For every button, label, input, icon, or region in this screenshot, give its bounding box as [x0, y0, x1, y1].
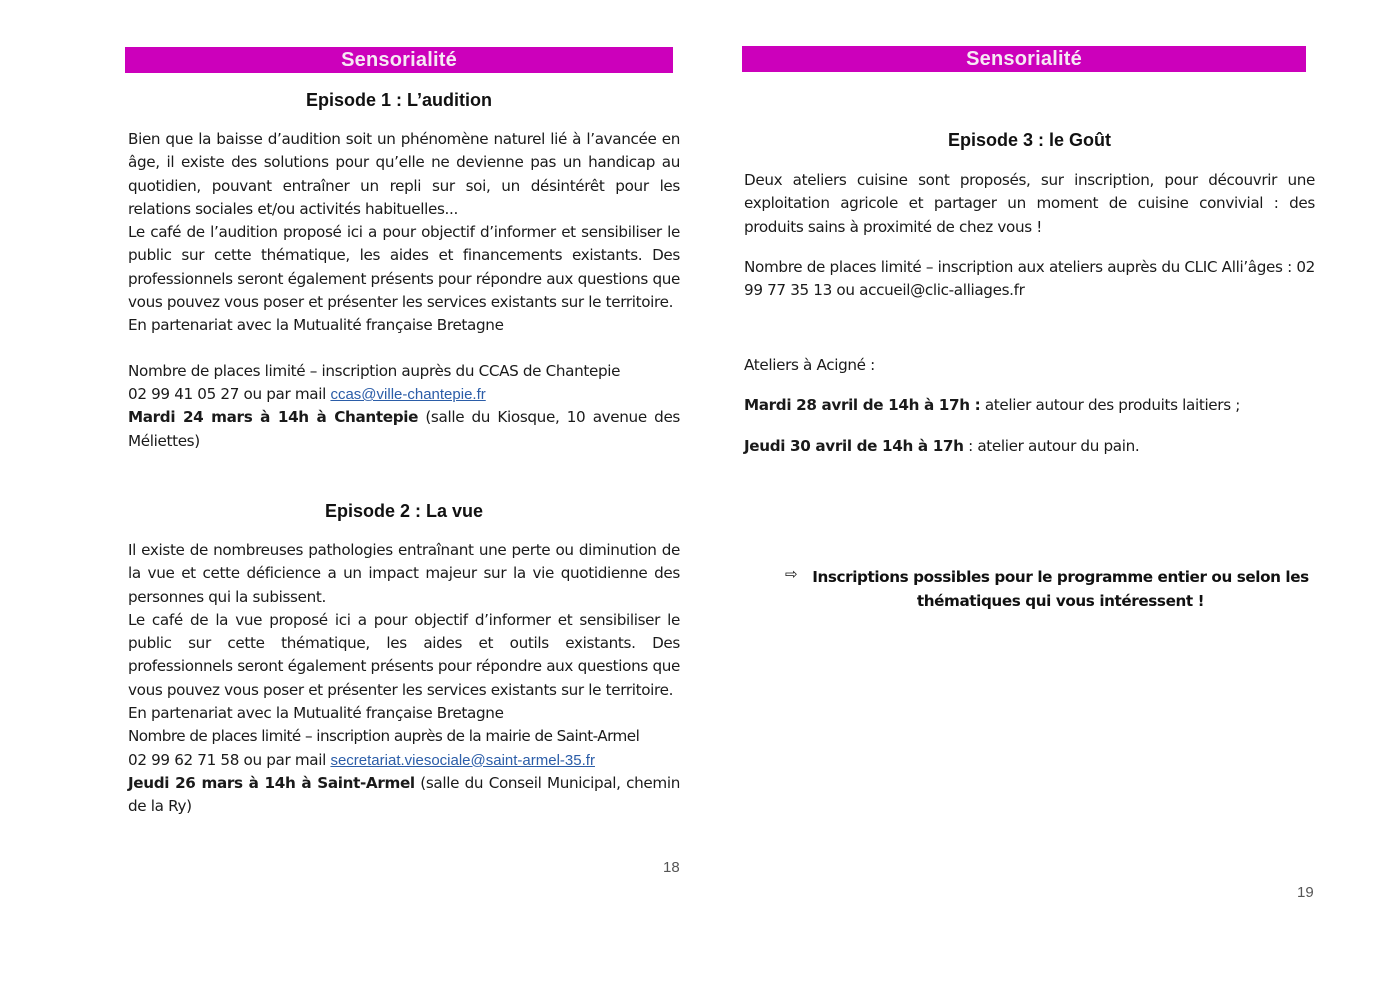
workshop-item	[744, 435, 1315, 458]
section-banner-left: Sensorialité	[125, 47, 673, 73]
episode-2-contact	[128, 749, 680, 772]
right-arrow-icon: ⇨	[785, 566, 798, 583]
workshop-item	[744, 394, 1315, 417]
episode-3-body	[744, 169, 1315, 302]
episode-3-intro: Deux ateliers cuisine sont proposés, sur inscription, pour découvrir une exploitation agricole et partager un moment de cuisine convivial : des produits sains à proximité de chez vous !	[744, 171, 1315, 236]
registration-callout: Inscriptions possibles pour le programme entier ou selon les thématiques qui vous intéressent !	[812, 568, 1309, 610]
episode-2-registration: Nombre de places limité – inscription auprès de la mairie de Saint-Armel	[128, 727, 640, 746]
page-number-right: 19	[1297, 884, 1314, 901]
episode-1-phone: 02 99 41 05 27 ou par mail	[128, 384, 331, 403]
episode-2-body	[128, 539, 680, 819]
episode-2-email-link[interactable]: secretariat.viesociale@saint-armel-35.fr	[330, 751, 595, 769]
episode-1-intro: Bien que la baisse d’audition soit un phénomène naturel lié à l’avancée en âge, il existe des solutions pour qu’elle ne devienne pas un handicap au quotidien, pouvant entraîner un repli sur soi, un désintérêt pour les relations sociales et/ou activités habituelles...	[128, 130, 680, 218]
episode-1-contact	[128, 383, 680, 406]
episode-2-intro: Il existe de nombreuses pathologies entraînant une perte ou diminution de la vue et cette déficience a un impact majeur sur la vie quotidienne des personnes qui la subissent.	[128, 541, 680, 606]
episode-3-location: Ateliers à Acigné :	[744, 356, 875, 374]
episode-2-partnership: En partenariat avec la Mutualité française Bretagne	[128, 704, 504, 723]
episode-1-email-link[interactable]: ccas@ville-chantepie.fr	[330, 385, 486, 403]
episode-2-title: Episode 2 : La vue	[324, 501, 484, 521]
episode-2-venue: (salle du Conseil Municipal, chemin de la Ry)	[128, 773, 680, 816]
episode-2-date	[128, 772, 680, 819]
workshop-date: Jeudi 30 avril de 14h à 17h	[744, 436, 964, 455]
section-banner-right: Sensorialité	[742, 46, 1306, 72]
episode-3-registration: Nombre de places limité – inscription aux ateliers auprès du CLIC Alli’âges : 02 99 77 35 13 ou accueil@clic-alliages.fr	[744, 257, 1315, 300]
episode-1-venue: (salle du Kiosque, 10 avenue des Méliettes)	[128, 408, 680, 450]
episode-2-objective: Le café de la vue proposé ici a pour objectif d’informer et sensibiliser le public sur cette thématique, les aides et outils existants. Des professionnels seront également présents pour répondre aux questions que vous pouvez vous poser et présenter les services existants sur le territoire.	[128, 610, 680, 699]
episode-1-partnership: En partenariat avec la Mutualité française Bretagne	[128, 316, 504, 335]
episode-1-body	[128, 128, 680, 453]
episode-3-title: Episode 3 : le Goût	[947, 130, 1112, 150]
episode-2-phone: 02 99 62 71 58 ou par mail	[128, 750, 331, 769]
episode-2-date-bold: Jeudi 26 mars à 14h à Saint-Armel	[128, 773, 415, 792]
page-number-left: 18	[663, 859, 680, 876]
episode-1-date	[128, 406, 680, 453]
episode-1-date-bold: Mardi 24 mars à 14h à Chantepie	[128, 408, 419, 427]
workshop-desc: : atelier autour du pain.	[963, 436, 1140, 455]
episode-1-registration: Nombre de places limité – inscription auprès du CCAS de Chantepie	[128, 361, 621, 380]
episode-1-objective: Le café de l’audition proposé ici a pour objectif d’informer et sensibiliser le public sur cette thématique, les aides et financements existants. Des professionnels seront également présents pour répondre aux questions que vous pouvez vous poser et présenter les services existants sur le territoire.	[128, 223, 680, 312]
episode-3-workshops	[744, 354, 1315, 458]
episode-1-title: Episode 1 : L’audition	[305, 90, 492, 110]
workshop-desc: atelier autour des produits laitiers ;	[980, 396, 1241, 415]
workshop-date: Mardi 28 avril de 14h à 17h :	[744, 396, 981, 415]
